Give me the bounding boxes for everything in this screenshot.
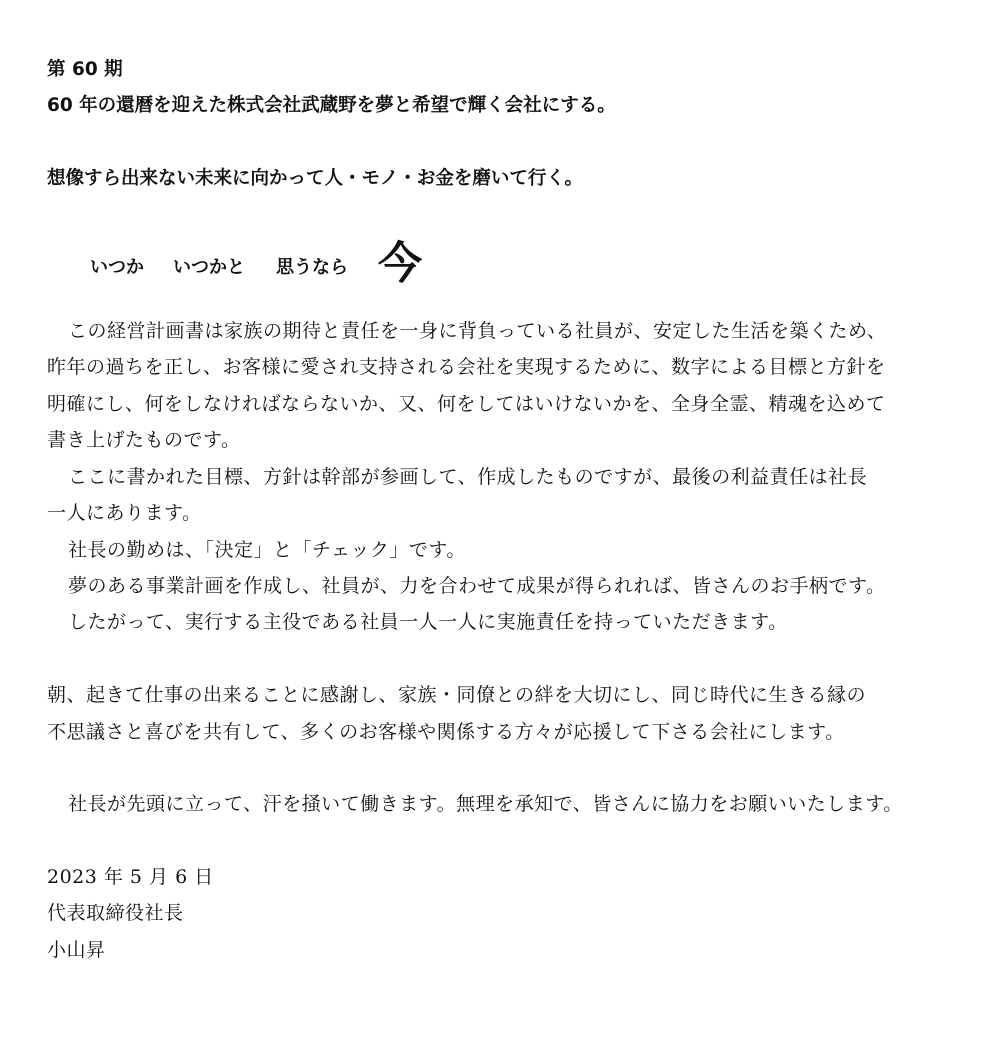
paragraph-5: したがって、実行する主役である社員一人一人に実施責任を持っていただきます。 <box>68 611 788 633</box>
slogan-part-1: いつか <box>90 257 144 278</box>
slogan-part-3: 思うなら <box>276 257 348 278</box>
paragraph-6-line-2: 不思議さと喜びを共有して、多くのお客様や関係する方々が応援して下さる会社にします。 <box>47 721 845 743</box>
paragraph-7: 社長が先頭に立って、汗を掻いて働きます。無理を承知で、皆さんに協力をお願いいたします。 <box>68 793 903 815</box>
paragraph-1-line-3: 明確にし、何をしなければならないか、又、何をしてはいけないかを、全身全霊、精魂を込めて <box>47 393 886 415</box>
paragraph-1-line-1: この経営計画書は家族の期待と責任を一身に背負っている社員が、安定した生活を築くため、 <box>68 320 887 342</box>
signature-date: 2023 年 5 月 6 日 <box>47 866 214 888</box>
vision-heading: 想像すら出来ない未来に向かって人・モノ・お金を磨いて行く。 <box>47 168 583 189</box>
paragraph-1-line-4: 書き上げたものです。 <box>47 429 241 451</box>
paragraph-3: 社長の勤めは、「決定」と「チェック」です。 <box>68 539 466 561</box>
period-heading: 第 60 期 <box>47 59 123 80</box>
paragraph-2-line-1: ここに書かれた目標、方針は幹部が参画して、作成したものですが、最後の利益責任は社長 <box>68 466 868 488</box>
slogan-emphasis: 今 <box>378 238 422 289</box>
paragraph-1-line-2: 昨年の過ちを正し、お客様に愛され支持される会社を実現するために、数字による目標と方針を <box>47 356 886 378</box>
paragraph-2-line-2: 一人にあります。 <box>47 502 202 524</box>
signature-title: 代表取締役社長 <box>47 902 184 924</box>
paragraph-4: 夢のある事業計画を作成し、社員が、力を合わせて成果が得られれば、皆さんのお手柄です。 <box>68 575 886 597</box>
paragraph-6-line-1: 朝、起きて仕事の出来ることに感謝し、家族・同僚との絆を大切にし、同じ時代に生きる縁の <box>47 684 867 706</box>
slogan-part-2: いつかと <box>173 257 245 278</box>
signature-name: 小山昇 <box>47 939 106 961</box>
theme-heading: 60 年の還暦を迎えた株式会社武蔵野を夢と希望で輝く会社にする。 <box>47 95 616 116</box>
